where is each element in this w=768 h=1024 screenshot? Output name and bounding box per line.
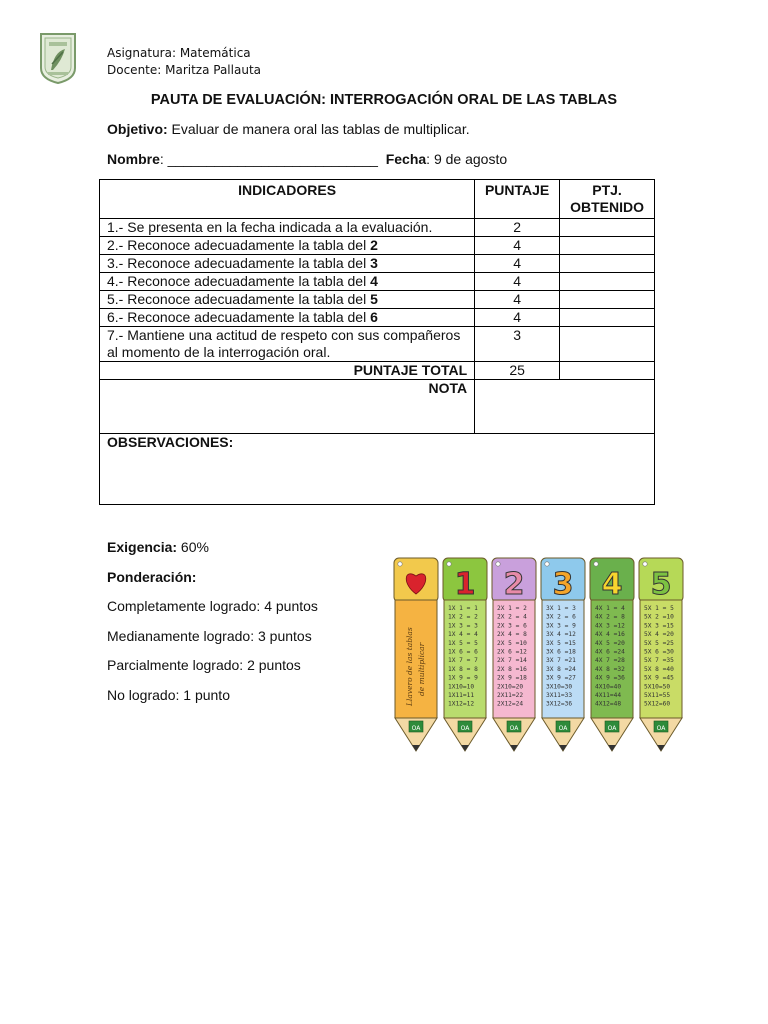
table-line: 3X 7 =21 (546, 657, 576, 665)
indicator-cell (100, 291, 475, 309)
table-line: 4X10=40 (595, 683, 622, 691)
table-line: 4X 8 =32 (595, 665, 625, 673)
table-line: 1X 5 = 5 (448, 639, 478, 647)
date-value: : 9 de agosto (426, 151, 508, 167)
objective (107, 121, 470, 137)
total-row (100, 362, 655, 380)
table-line: 4X 7 =28 (595, 657, 625, 665)
points-cell: 3 (475, 327, 560, 362)
table-line: 5X 9 =45 (644, 674, 674, 682)
pencil-lead (510, 745, 518, 751)
pencil-lead (559, 745, 567, 751)
table-line: 2X 8 =16 (497, 665, 527, 673)
table-line: 3X12=36 (546, 700, 573, 708)
obtained-cell[interactable] (560, 237, 655, 255)
page-title: PAUTA DE EVALUACIÓN: INTERROGACIÓN ORAL DE LAS TABLAS (150, 92, 618, 108)
subject-label: Asignatura: Matemática (107, 46, 251, 60)
table-row (100, 291, 655, 309)
table-row (100, 273, 655, 291)
evaluation-table (99, 179, 655, 505)
keyring-hole-icon (496, 562, 500, 566)
table-line: 2X 3 = 6 (497, 622, 527, 630)
indicator-text: 7.- Mantiene una actitud de respeto con sus compañeros al momento de la interrogación oral. (107, 327, 461, 360)
table-line: 4X 2 = 8 (595, 613, 625, 621)
total-label: PUNTAJE TOTAL (100, 362, 475, 380)
table-line: 3X 2 = 6 (546, 613, 576, 621)
keyring-hole-icon (398, 562, 402, 566)
table-line: 5X12=60 (644, 700, 671, 708)
name-blank: : ___________________________ (159, 151, 378, 167)
cover-text-1: Llavero de las tablas (405, 627, 414, 706)
requirement-value: 60% (177, 539, 209, 555)
table-line: 5X 2 =10 (644, 613, 674, 621)
points-cell: 4 (475, 273, 560, 291)
table-line: 2X11=22 (497, 692, 524, 699)
indicator-text: 4.- Reconoce adecuadamente la tabla del (107, 273, 371, 289)
pencil-lead (412, 745, 420, 751)
grade-label: NOTA (100, 380, 475, 434)
table-number: 5 (370, 291, 378, 307)
header-score: PUNTAJE (475, 180, 560, 219)
grade-row (100, 380, 655, 434)
badge-label: OA (460, 725, 470, 732)
date-label: Fecha (385, 151, 427, 167)
badge-label: OA (656, 725, 666, 732)
table-line: 1X 9 = 9 (448, 674, 478, 682)
table-line: 4X 3 =12 (595, 622, 625, 630)
table-line: 5X10=50 (644, 683, 671, 691)
indicator-cell (100, 219, 475, 237)
table-line: 1X11=11 (448, 692, 475, 699)
table-line: 3X 3 = 9 (546, 622, 576, 630)
indicator-cell (100, 273, 475, 291)
cover-text-2: de multiplicar (417, 642, 426, 696)
table-line: 1X10=10 (448, 683, 475, 691)
keyring-hole-icon (594, 562, 598, 566)
table-line: 3X 5 =15 (546, 639, 576, 647)
school-logo (38, 32, 78, 84)
teacher-label: Docente: Maritza Pallauta (107, 63, 261, 77)
name-date-line (107, 151, 507, 167)
points-cell: 4 (475, 309, 560, 327)
table-line: 3X 1 = 3 (546, 605, 576, 612)
table-line: 4X 5 =20 (595, 639, 625, 647)
keyring-hole-icon (545, 562, 549, 566)
total-obtained-cell[interactable] (560, 362, 655, 380)
table-line: 1X 6 = 6 (448, 648, 478, 656)
indicator-cell (100, 309, 475, 327)
weighting-item: Medianamente logrado: 3 puntos (107, 627, 312, 644)
weighting-label (107, 569, 318, 599)
scoring-info (107, 539, 318, 716)
header-obtained-1: PTJ. (592, 182, 622, 198)
requirement-label: Exigencia: (107, 539, 178, 555)
table-line: 2X 6 =12 (497, 648, 527, 656)
weighting-item: Parcialmente logrado: 2 puntos (107, 657, 301, 673)
points-cell: 2 (475, 219, 560, 237)
observations-row (100, 434, 655, 505)
requirement (107, 539, 318, 569)
table-line: 1X 2 = 2 (448, 613, 478, 621)
indicator-text: 3.- Reconoce adecuadamente la tabla del (107, 255, 371, 271)
table-number: 3 (370, 255, 378, 271)
table-line: 3X 4 =12 (546, 631, 576, 639)
table-line: 5X 6 =30 (644, 648, 674, 656)
indicator-cell (100, 255, 475, 273)
table-line: 2X 1 = 2 (497, 605, 527, 612)
objective-text: Evaluar de manera oral las tablas de multiplicar. (167, 121, 470, 137)
obtained-cell[interactable] (560, 273, 655, 291)
table-row (100, 327, 655, 362)
badge-label: OA (558, 725, 568, 732)
pencil-number: 4 (601, 567, 623, 602)
table-line: 4X 6 =24 (595, 648, 625, 656)
table-line: 4X 1 = 4 (595, 605, 625, 612)
pencil-lead (657, 745, 665, 751)
indicator-text: 2.- Reconoce adecuadamente la tabla del (107, 237, 371, 253)
header-info (107, 45, 261, 79)
table-line: 5X 3 =15 (644, 622, 674, 630)
indicator-text: 6.- Reconoce adecuadamente la tabla del (107, 309, 371, 325)
obtained-cell[interactable] (560, 255, 655, 273)
weighting-title: Ponderación: (107, 568, 197, 585)
indicator-cell (100, 327, 475, 362)
table-line: 2X 4 = 8 (497, 631, 527, 639)
table-line: 3X10=30 (546, 683, 573, 691)
table-line: 5X 1 = 5 (644, 605, 674, 612)
pencil-number: 5 (650, 567, 672, 602)
points-cell: 4 (475, 255, 560, 273)
obtained-cell[interactable] (560, 327, 655, 362)
objective-label: Objetivo: (107, 121, 168, 137)
name-label: Nombre (107, 151, 160, 167)
table-line: 4X11=44 (595, 692, 622, 699)
points-cell: 4 (475, 237, 560, 255)
table-line: 4X 9 =36 (595, 674, 625, 682)
table-line: 5X 8 =40 (644, 665, 674, 673)
obtained-cell[interactable] (560, 309, 655, 327)
table-line: 1X 8 = 8 (448, 665, 478, 673)
table-line: 4X12=48 (595, 700, 622, 708)
obtained-cell[interactable] (560, 219, 655, 237)
keyring-hole-icon (447, 562, 451, 566)
table-line: 5X 7 =35 (644, 657, 674, 665)
table-line: 1X 4 = 4 (448, 631, 478, 639)
total-value: 25 (475, 362, 560, 380)
indicator-text: 1.- Se presenta en la fecha indicada a la evaluación. (107, 219, 433, 235)
table-line: 5X 5 =25 (644, 639, 674, 647)
table-row (100, 219, 655, 237)
table-line: 2X12=24 (497, 700, 524, 708)
indicator-cell (100, 237, 475, 255)
table-row (100, 309, 655, 327)
table-line: 2X 5 =10 (497, 639, 527, 647)
pencil-lead (461, 745, 469, 751)
table-number: 2 (370, 237, 378, 253)
keyring-hole-icon (643, 562, 647, 566)
table-line: 1X12=12 (448, 700, 475, 708)
badge-label: OA (607, 725, 617, 732)
table-line: 2X 9 =18 (497, 674, 527, 682)
pencil-body (395, 600, 437, 718)
pencil-number: 3 (552, 567, 574, 602)
header-obtained (560, 180, 655, 219)
table-line: 2X 2 = 4 (497, 613, 527, 621)
table-number: 4 (370, 273, 378, 289)
table-row (100, 237, 655, 255)
table-line: 3X 8 =24 (546, 665, 576, 673)
obtained-cell[interactable] (560, 291, 655, 309)
table-line: 3X11=33 (546, 692, 573, 699)
indicator-text: 5.- Reconoce adecuadamente la tabla del (107, 291, 371, 307)
badge-label: OA (411, 725, 421, 732)
table-line: 5X 4 =20 (644, 631, 674, 639)
table-line: 1X 1 = 1 (448, 605, 478, 612)
table-row (100, 255, 655, 273)
pencil-number: 2 (503, 567, 525, 602)
table-line: 2X 7 =14 (497, 657, 527, 665)
pencil-lead (608, 745, 616, 751)
badge-label: OA (509, 725, 519, 732)
table-line: 2X10=20 (497, 683, 524, 691)
table-line: 1X 7 = 7 (448, 657, 478, 665)
weighting-item: Completamente logrado: 4 puntos (107, 598, 318, 614)
pencil-number: 1 (454, 567, 476, 602)
header-obtained-2: OBTENIDO (570, 199, 644, 215)
table-header-row (100, 180, 655, 219)
table-line: 1X 3 = 3 (448, 622, 478, 630)
table-line: 3X 6 =18 (546, 648, 576, 656)
header-indicators: INDICADORES (100, 180, 475, 219)
table-line: 4X 4 =16 (595, 631, 625, 639)
table-number: 6 (370, 309, 378, 325)
multiplication-pencils-image (390, 556, 685, 756)
weighting-item: No logrado: 1 punto (107, 686, 230, 703)
observations-cell[interactable]: OBSERVACIONES: (100, 434, 655, 505)
points-cell: 4 (475, 291, 560, 309)
table-line: 5X11=55 (644, 692, 671, 699)
grade-cell[interactable] (475, 380, 655, 434)
table-line: 3X 9 =27 (546, 674, 576, 682)
